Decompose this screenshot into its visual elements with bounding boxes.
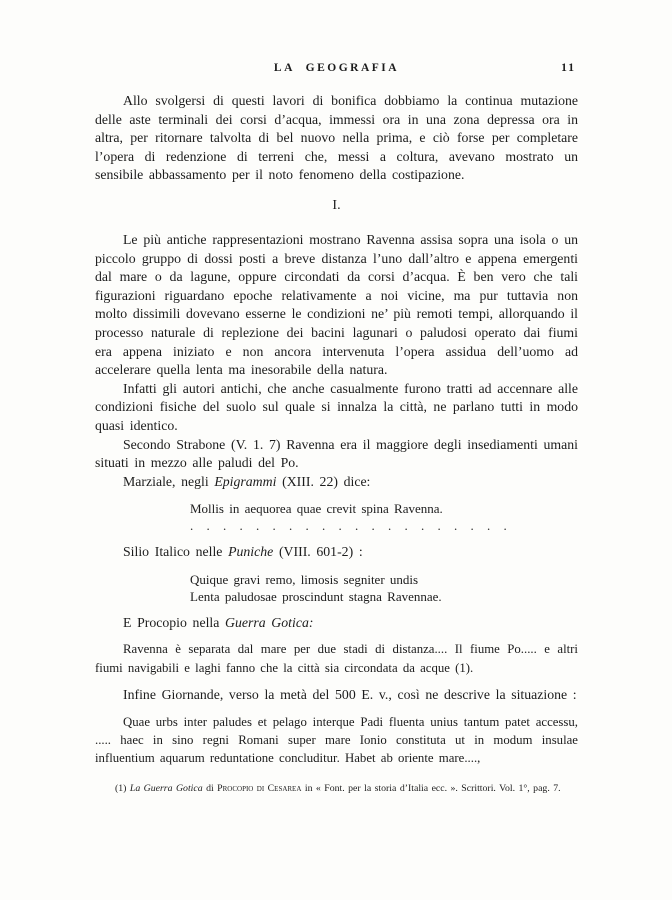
footnote-title: La Guerra Gotica [129, 782, 203, 794]
marziale-post: (XIII. 22) dice: [276, 473, 371, 489]
footnote [95, 782, 578, 795]
procopio-pre: E Procopio nella [123, 614, 226, 630]
quote-giornande-prose: Quae urbs inter paludes et pelago interque Padi fluenta unius tantum patet accessu, ..... haec in sino regni Romani super mare Ionio constituta ut in modum insulae influentium aquarum reduntatione concluditur. Habet ab oriente mare...., [95, 714, 578, 766]
paragraph-marziale [95, 473, 578, 492]
footnote-mid: di [202, 782, 218, 794]
footnote-author: Procopio di Cesarea [217, 782, 302, 794]
paragraph-autori-antichi: Infatti gli autori antichi, che anche casualmente furono tratti ad accennare alle condizioni fisiche del suolo sul quale si innalza la città, ne parlano tutti in modo quasi identico. [95, 380, 578, 433]
marziale-title: Epigrammi [214, 473, 277, 489]
paragraph-procopio [95, 614, 578, 633]
verse-line: Lenta paludosae proscindunt stagna Ravennae. [190, 588, 442, 604]
quote-marziale [95, 500, 578, 534]
procopio-title: Guerra Gotica: [225, 614, 314, 630]
verse-line: Quique gravi remo, limosis segniter undis [190, 571, 419, 587]
quote-silio [95, 571, 578, 605]
paragraph-silio [95, 543, 578, 562]
quote-procopio-prose: Ravenna è separata dal mare per due stadi di distanza.... Il fiume Po..... e altri fiumi navigabili e laghi fanno che la città sia circondata da acque (1). [95, 642, 578, 675]
page-number: 11 [561, 62, 576, 74]
page-header [95, 62, 578, 78]
section-heading: I. [332, 197, 341, 213]
verse-line: Mollis in aequorea quae crevit spina Ravenna. [190, 501, 443, 517]
paragraph-bonifica: Allo svolgersi di questi lavori di bonifica dobbiamo la continua mutazione delle aste terminali dei corsi d’acqua, immessi ora in una zona depressa ora in altra, per ritornare talvolta di bel nuovo nella prima, e ciò forse per completare l’opera di redenzione di terreni che, messi a coltura, avevano mostrato un sensibile abbassamento per il noto fenomeno della costipazione. [95, 93, 578, 183]
paragraph-giornande: Infine Giornande, verso la metà del 500 E. v., così ne descrive la situazione : [123, 687, 577, 703]
footnote-label: (1) [115, 782, 130, 794]
silio-pre: Silio Italico nelle [123, 544, 229, 560]
footnote-rest: in « Font. per la storia d’Italia ecc. ». Scrittori. Vol. 1°, pag. 7. [301, 782, 561, 794]
running-title: LA GEOGRAFIA [273, 62, 400, 74]
paragraph-strabone: Secondo Strabone (V. 1. 7) Ravenna era il maggiore degli insediamenti umani situati in mezzo alle paludi del Po. [95, 436, 578, 471]
silio-post: (VIII. 601-2) : [273, 544, 363, 560]
paragraph-rappresentazioni: Le più antiche rappresentazioni mostrano Ravenna assisa sopra una isola o un piccolo gruppo di dossi posti a breve distanza l’uno dall’altro e appena emergenti dal mare o da lagune, oppure circondati da corsi d’acqua. È ben vero che tali figurazioni riguardano epoche relativamente a noi vicine, ma pur tuttavia non molto dissimili dovevano esserne le condizioni ne’ più remoti tempi, allorquando il processo naturale di replezione dei bacini lagunari o paludosi operato dai fiumi era appena iniziato e non ancora intervenuta l’opera assidua dell’uomo ad accelerare quella lenta ma inesorabile della natura. [95, 231, 578, 378]
marziale-pre: Marziale, negli [123, 473, 215, 489]
ellipsis-line: . . . . . . . . . . . . . . . . . . . . [190, 518, 508, 534]
silio-title: Puniche [228, 544, 274, 560]
